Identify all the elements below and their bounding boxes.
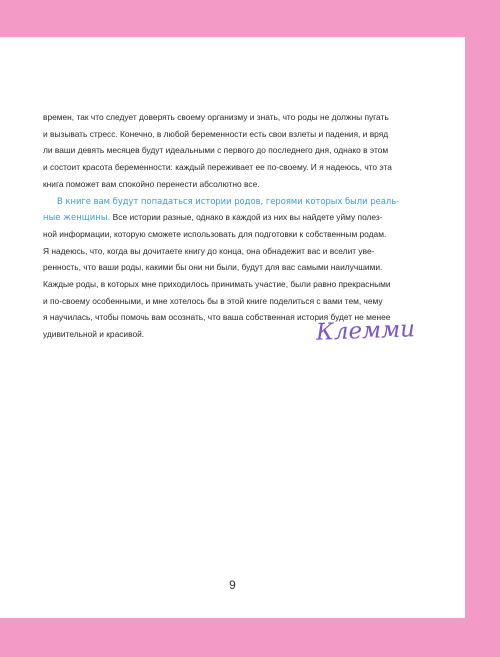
text-line: ренность, что ваши роды, какими бы они ни были, будут для вас самыми наилучшими. [43, 262, 383, 273]
text-line: времен, так что следует доверять своему организму и знать, что роды не должны пугать [43, 112, 389, 122]
text-line: и вызывать стресс. Конечно, в любой беременности есть свои взлеты и падения, и вряд [43, 128, 389, 139]
text-line: удивительной и красивой. [43, 329, 145, 340]
text-line: я научилась, чтобы помочь вам осознать, что ваша собственная история будет не менее [43, 312, 391, 323]
text-line: книга поможет вам спокойно перенести абсолютно все. [43, 178, 260, 189]
mixed-line [43, 209, 408, 226]
highlighted-phrase: ные женщины. [43, 212, 111, 223]
handwritten-signature: Клемми [315, 316, 416, 346]
text-line: и состоит красота беременности: каждый переживает ее по-своему. И я надеюсь, что эта [43, 162, 392, 173]
text-line: Я надеюсь, что, когда вы дочитаете книгу до конца, она обнадежит вас и вселит уве- [43, 245, 375, 256]
text-fragment: Все истории разные, однако в каждой из них вы найдете уйму полез- [110, 212, 383, 223]
text-line: Каждые роды, в которых мне приходилось принимать участие, были равно прекрасными [43, 279, 391, 290]
highlighted-heading-line: В книге вам будут попадаться истории родов, героями которых были реаль- [57, 195, 400, 206]
text-line: и по-своему особенными, и мне хотелось бы в этой книге поделиться с вами тем, чему [43, 295, 383, 306]
page-number: 9 [229, 578, 236, 592]
text-line: ной информации, которую сможете использовать для подготовки к собственным родам. [43, 228, 387, 239]
body-text [43, 109, 408, 343]
book-page [0, 37, 465, 618]
text-line: ли ваши девять месяцев будут идеальными с первого до последнего дня, однако в этом [43, 145, 389, 156]
